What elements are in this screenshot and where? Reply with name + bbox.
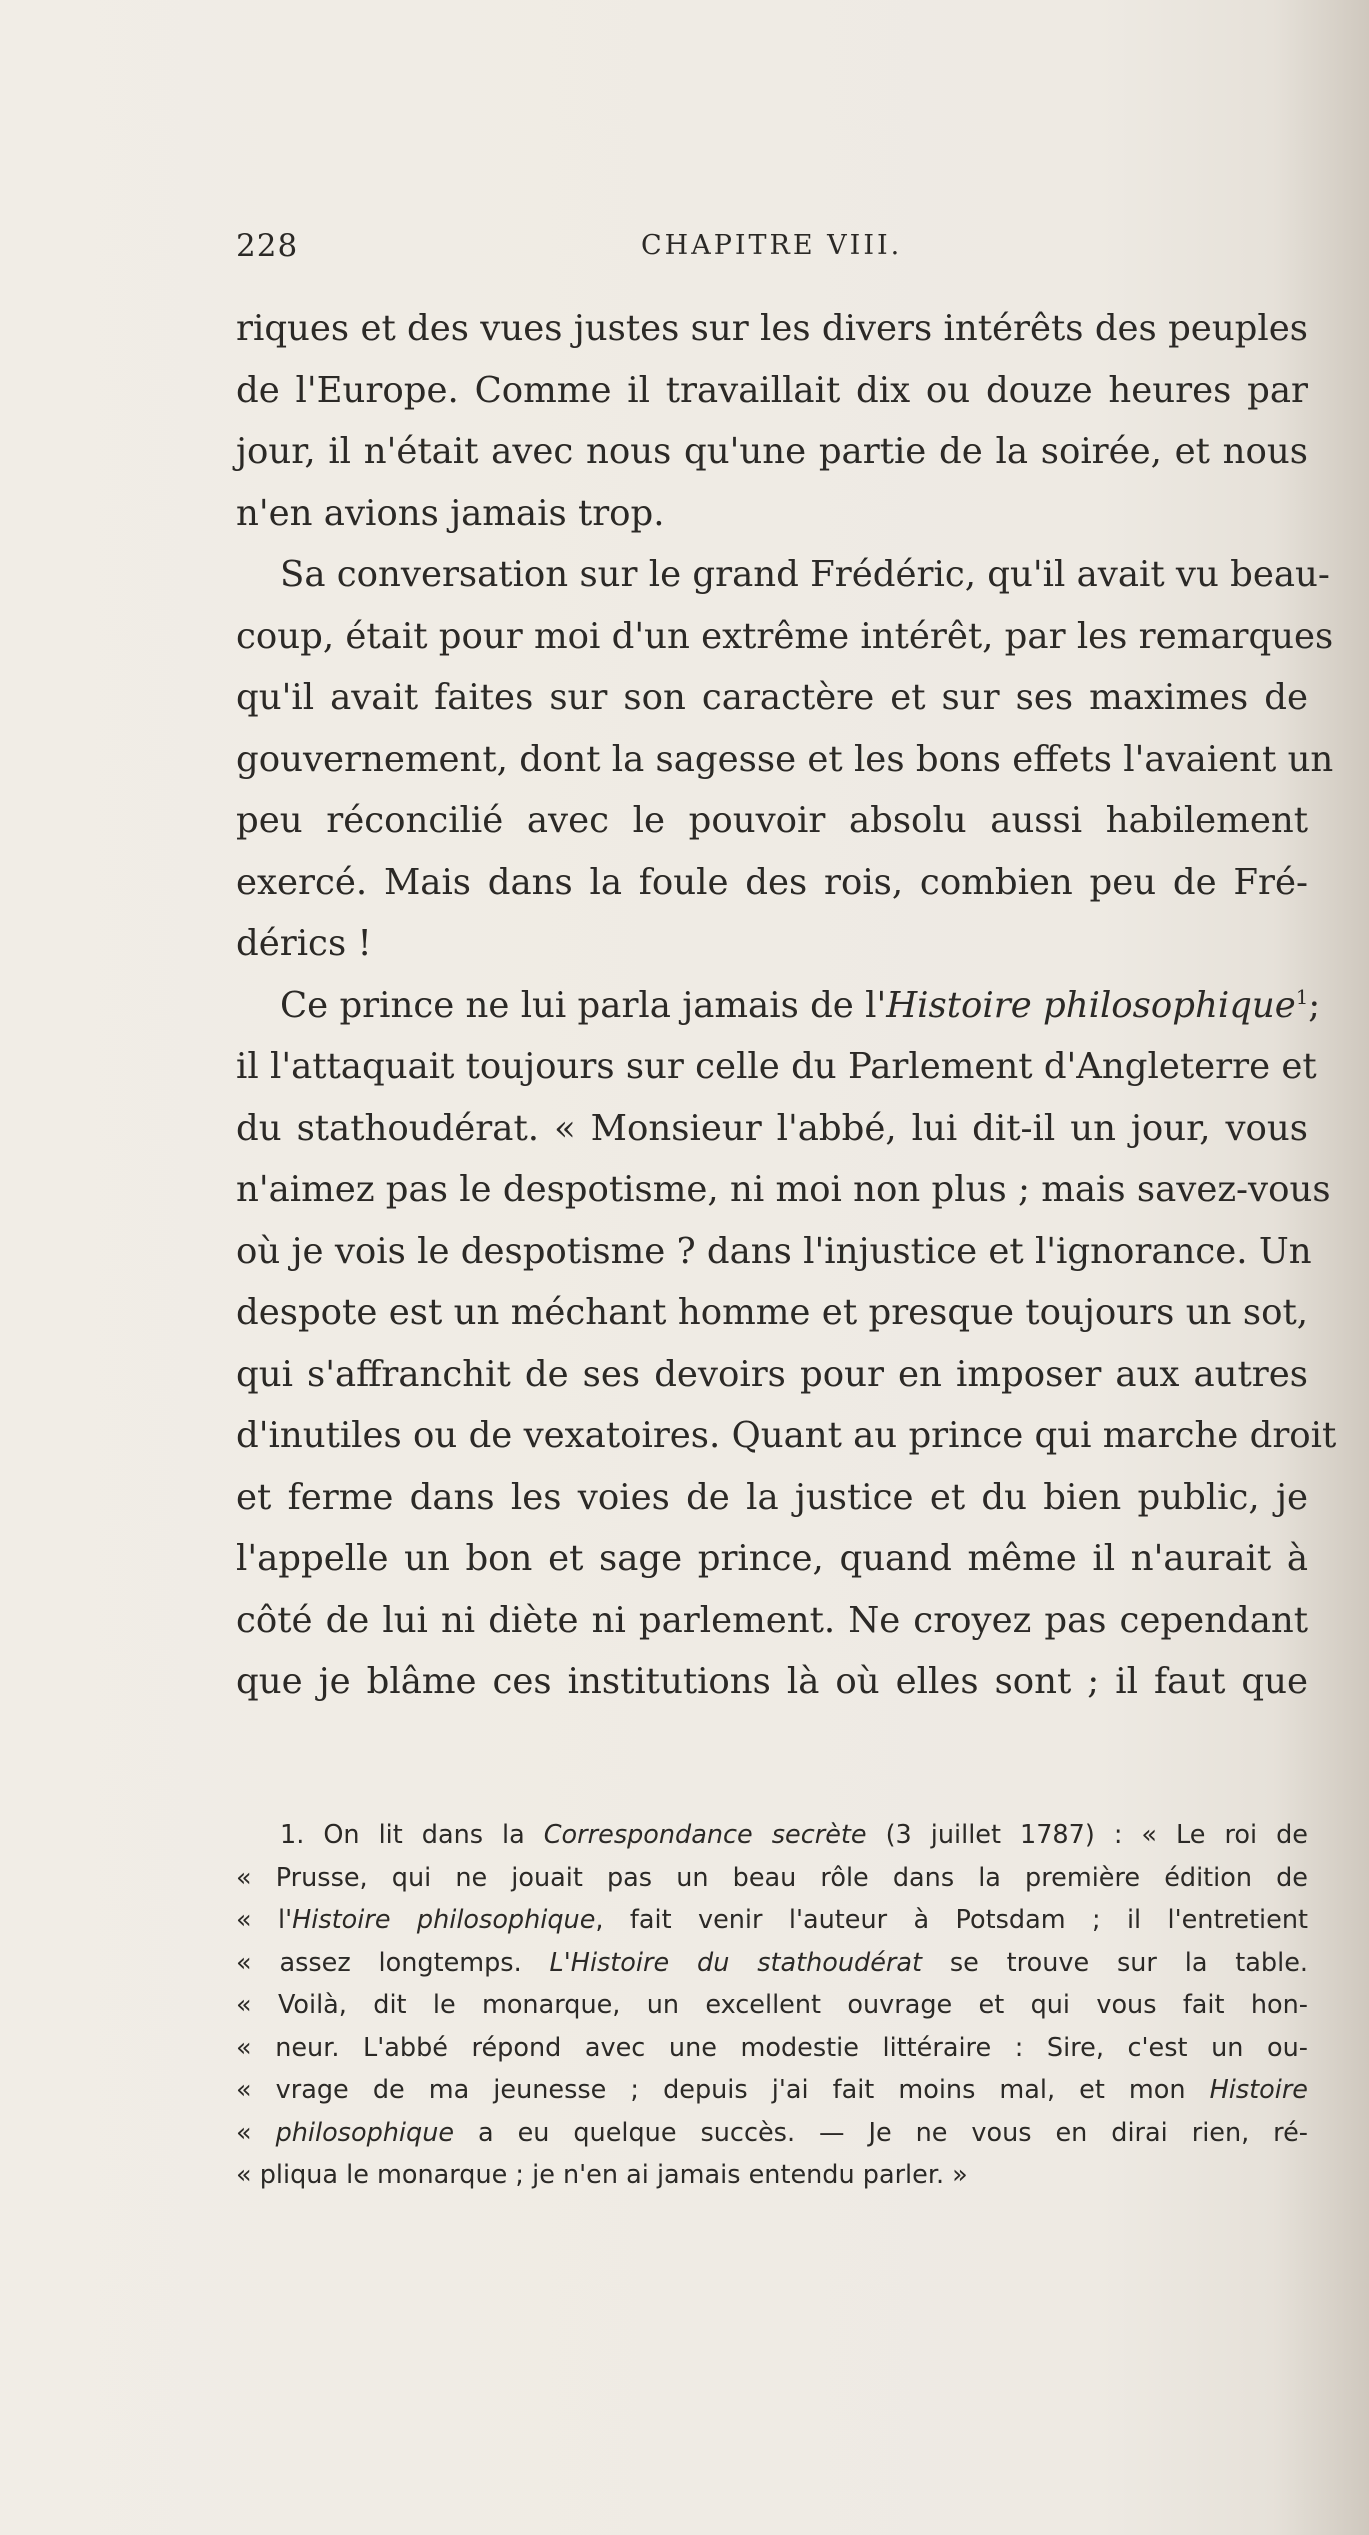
text-run: ;	[1308, 984, 1321, 1026]
text-line: coup, était pour moi d'un extrême intérêt, par les remarques	[236, 615, 1334, 657]
text-line	[236, 975, 1321, 1037]
text-line: qui s'affranchit de ses devoirs pour en imposer aux autres	[236, 1353, 1308, 1395]
text-line: du stathoudérat. « Monsieur l'abbé, lui dit-il un jour, vous	[236, 1107, 1308, 1149]
footnote-line: « pliqua le monarque ; je n'en ai jamais entendu parler. »	[236, 2160, 968, 2190]
book-title-italic: Histoire philosophique	[292, 1905, 596, 1935]
text-line: où je vois le despotisme ? dans l'injustice et l'ignorance. Un	[236, 1230, 1312, 1272]
book-title-italic: philosophique	[275, 2117, 455, 2148]
footnote-line	[236, 1899, 1308, 1942]
text-run: a eu quelque succès. — Je ne vous en dirai rien, ré-	[454, 2117, 1308, 2148]
text-line: gouvernement, dont la sagesse et les bons effets l'avaient un	[236, 738, 1334, 780]
text-line: dérics !	[236, 923, 372, 964]
footnote-line: « neur. L'abbé répond avec une modestie littéraire : Sire, c'est un ou-	[236, 2032, 1308, 2063]
text-run: (3 juillet 1787) : « Le roi de	[866, 1820, 1308, 1850]
footnote-line	[236, 2069, 1308, 2112]
text-line: l'appelle un bon et sage prince, quand même il n'aurait à	[236, 1538, 1308, 1579]
footnote-line	[236, 1814, 1308, 1857]
text-line: n'en avions jamais trop.	[236, 492, 665, 534]
text-line: n'aimez pas le despotisme, ni moi non plus ; mais savez-vous	[236, 1169, 1331, 1210]
footnote-block	[236, 1814, 1308, 2197]
book-title-italic: L'Histoire du stathoudérat	[549, 1947, 923, 1978]
text-run: Ce prince ne lui parla jamais de l'	[280, 984, 887, 1026]
text-line: peu réconcilié avec le pouvoir absolu aussi habilement	[236, 800, 1308, 841]
text-run: « vrage de ma jeunesse ; depuis j'ai fait moins mal, et mon	[236, 2075, 1210, 2105]
text-run: se trouve sur la table.	[922, 1947, 1308, 1978]
text-line: côté de lui ni diète ni parlement. Ne croyez pas cependant	[236, 1599, 1308, 1641]
text-run: «	[236, 2117, 276, 2148]
text-line: Sa conversation sur le grand Frédéric, qu'il avait vu beau-	[280, 554, 1330, 595]
text-line: d'inutiles ou de vexatoires. Quant au prince qui marche droit	[236, 1415, 1337, 1456]
text-line: et ferme dans les voies de la justice et du bien public, je	[236, 1476, 1308, 1518]
page-header	[236, 228, 1308, 278]
text-line: riques et des vues justes sur les divers intérêts des peuples	[236, 308, 1308, 349]
footnote-line	[236, 1942, 1308, 1985]
text-run: 1. On lit dans la	[280, 1820, 544, 1850]
text-run: , fait venir l'auteur à Potsdam ; il l'entretient	[595, 1905, 1308, 1935]
footnote-line: « Voilà, dit le monarque, un excellent ouvrage et qui vous fait hon-	[236, 1990, 1308, 2020]
footnote-marker: 1	[1295, 985, 1309, 1009]
main-text	[236, 298, 1337, 1713]
text-line: de l'Europe. Comme il travaillait dix ou douze heures par	[236, 369, 1308, 411]
text-line: il l'attaquait toujours sur celle du Parlement d'Angleterre et	[236, 1046, 1317, 1087]
text-line: que je blâme ces institutions là où elles sont ; il faut que	[236, 1661, 1308, 1702]
text-line: despote est un méchant homme et presque toujours un sot,	[236, 1292, 1308, 1333]
running-title: CHAPITRE VIII.	[641, 230, 903, 261]
book-title-italic: Correspondance secrète	[543, 1820, 867, 1850]
text-line: jour, il n'était avec nous qu'une partie de la soirée, et nous	[236, 431, 1308, 472]
book-title-italic: Histoire	[1209, 2075, 1308, 2105]
text-line: qu'il avait faites sur son caractère et sur ses maximes de	[236, 677, 1308, 718]
text-run: « assez longtemps.	[236, 1947, 550, 1978]
footnote-line	[236, 2112, 1308, 2155]
page-number: 228	[236, 228, 299, 264]
text-run: « l'	[236, 1905, 293, 1935]
book-title-italic: Histoire philosophique	[886, 984, 1296, 1026]
text-line: exercé. Mais dans la foule des rois, combien peu de Fré-	[236, 861, 1308, 903]
footnote-line: « Prusse, qui ne jouait pas un beau rôle dans la première édition de	[236, 1862, 1308, 1893]
